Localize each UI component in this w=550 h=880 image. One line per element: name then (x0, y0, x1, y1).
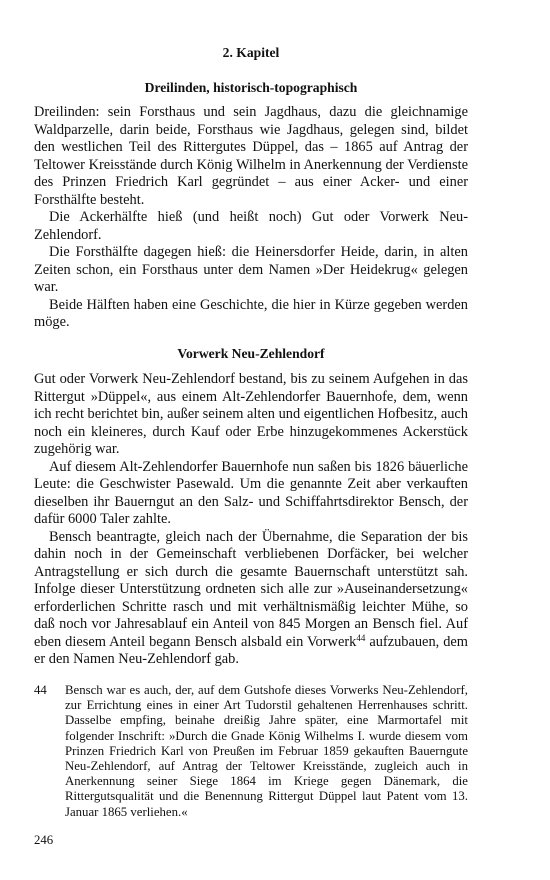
page-number: 246 (34, 833, 54, 847)
paragraph: Dreilinden: sein Forsthaus und sein Jagdhaus, dazu die gleichnamige Waldparzelle, darin beide, Forsthaus wie Jagdhaus, gelegen sind, bildet den westlichen Teil des Rittergutes Düppel, das – 1865 auf Antrag der Teltower Kreisstände durch König Wilhelm in Anerkennung der Verdienste des Prinzen Friedrich Karl gegründet – aus einer Acker- und einer Forsthälfte besteht. (34, 104, 468, 208)
paragraph: Auf diesem Alt-Zehlendorfer Bauernhofe nun saßen bis 1826 bäuerliche Leute: die Geschwister Pasewald. Um die genannte Zeit aber verkauften dieselben ihr Bauerngut an den Salz- und Schiffahrtsdirektor Bensch, der dafür 6000 Taler zahlte. (34, 458, 468, 527)
section-heading: Dreilinden, historisch-topographisch (144, 80, 358, 95)
paragraph-with-footnote-ref (34, 529, 468, 669)
footnote-number: 44 (34, 683, 47, 697)
paragraph: Die Forsthälfte dagegen hieß: die Heinersdorfer Heide, darin, in alten Zeiten schon, ein Forsthaus unter dem Namen »Der Heidekrug« gelegen war. (34, 244, 468, 295)
paragraph: Die Ackerhälfte hieß (und heißt noch) Gut oder Vorwerk Neu-Zehlendorf. (34, 209, 468, 243)
footnote-text: Bensch war es auch, der, auf dem Gutshofe dieses Vorwerks Neu-Zehlendorf, zur Errichtung eines in einer Art Tudorstil gehaltenen Herrenhauses schritt. Dasselbe empfing, beinahe dreißig Jahre später, eine Marmortafel mit folgender Inschrift: »Durch die Gnade König Wilhelms I. wurde diesem vom Prinzen Friedrich Karl von Preußen im Februar 1859 gekauften Bauerngute Neu-Zehlendorf, auf Antrag der Teltower Kreisstände, zugleich auch in Anerkennung seiner Siege 1864 im Kriege gegen Dänemark, die Rittergutsqualität und die Benennung Rittergut Düppel laut Patent vom 13. Januar 1865 verliehen.« (65, 683, 468, 819)
paragraph: Beide Hälften haben eine Geschichte, die hier in Kürze gegeben werden möge. (34, 296, 468, 330)
paragraph-text: aufzubauen, dem er den Namen Neu-Zehlendorf gab. (34, 633, 468, 667)
chapter-heading: 2. Kapitel (222, 45, 280, 60)
paragraph-text: Bensch beantragte, gleich nach der Übernahme, die Separation der bis dahin noch in der Gemeinschaft verbliebenen Dorfäcker, bei welcher Antragstellung er sich durch die gesamte Bauernschaft unterstützt sah. Infolge dieser Unterstützung ordneten sich alle zur »Auseinandersetzung« erforderlichen Schritte rasch und mit verhältnismäßig leichter Mühe, so daß noch vor Jahresablauf ein Anteil von 845 Morgen an Bensch fiel. Auf eben diesem Anteil begann Bensch alsbald ein Vorwerk (34, 528, 468, 650)
footnote (34, 683, 468, 820)
section-body (34, 104, 468, 332)
subsection-body (34, 371, 468, 669)
footnote-reference[interactable]: 44 (356, 632, 366, 643)
paragraph: Gut oder Vorwerk Neu-Zehlendorf bestand, bis zu seinem Aufgehen in das Rittergut »Düppel«, aus einem Alt-Zehlendorfer Bauernhofe, dem, wenn ich recht berichtet bin, außer seinem alten und eigentlichen Hofbesitz, auch noch ein kleineres, durch Kauf oder Erbe hinzugekommenes Ackerstück zugehörig war. (34, 371, 468, 457)
subsection-heading: Vorwerk Neu-Zehlendorf (177, 346, 325, 361)
